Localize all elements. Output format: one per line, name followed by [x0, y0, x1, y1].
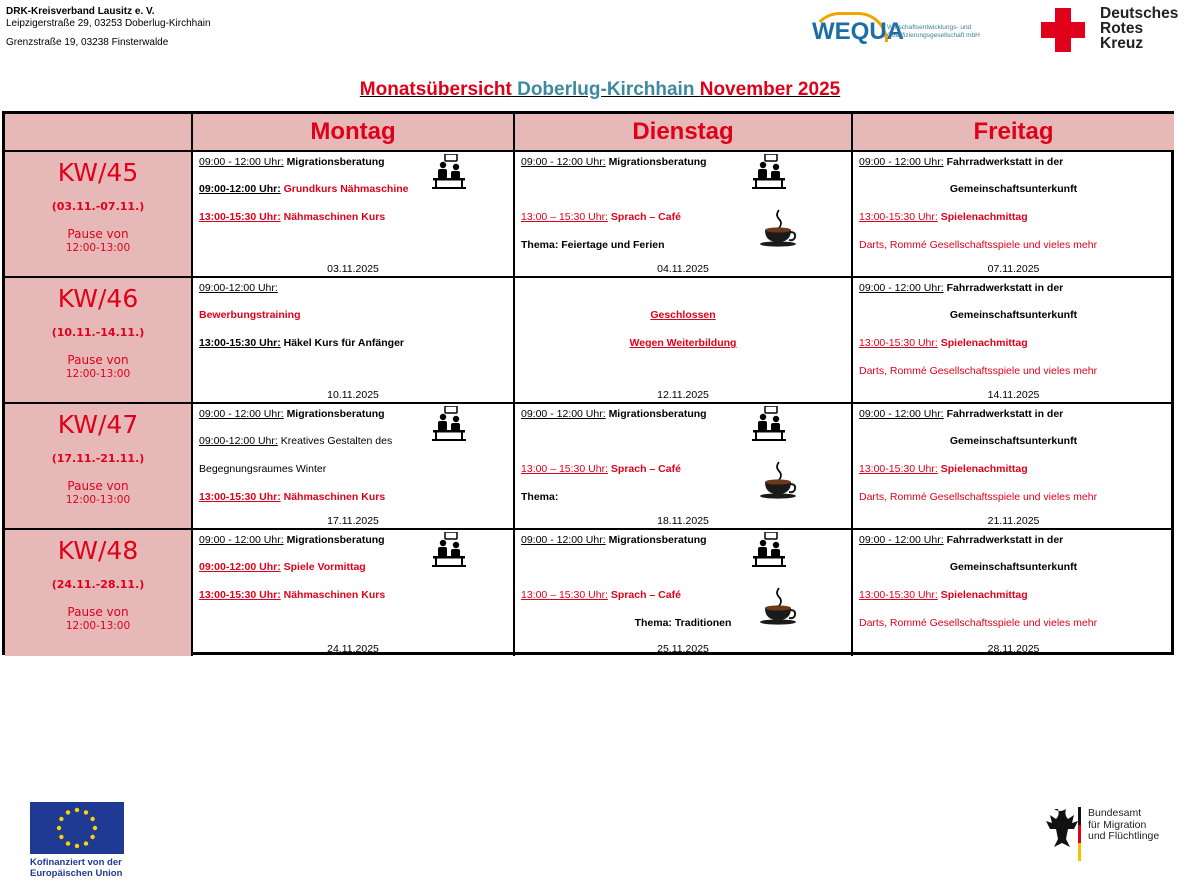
eu-flag-icon	[30, 802, 124, 854]
bamf-logo-text	[1088, 808, 1159, 843]
schedule-line	[199, 282, 507, 295]
page-title	[0, 78, 1200, 102]
closed-notice: Wegen Weiterbildung	[629, 337, 737, 349]
header-corner	[5, 114, 193, 152]
eu-text-line-1: Kofinanziert von der	[30, 857, 122, 868]
pause-label: Pause von	[67, 227, 129, 241]
week-number: KW/46	[57, 284, 139, 313]
eu-text-line-2: Europäischen Union	[30, 868, 123, 879]
coffee-cup-icon	[759, 460, 799, 500]
consultation-icon	[431, 154, 467, 190]
schedule-line	[859, 239, 1168, 252]
schedule-line	[859, 534, 1168, 547]
time-range: 09:00 - 12:00 Uhr:	[859, 408, 944, 420]
cell-date: 14.11.2025	[987, 389, 1040, 401]
consultation-icon	[751, 154, 787, 190]
activity-name: Sprach – Café	[610, 211, 681, 223]
pause-label: Pause von	[67, 479, 129, 493]
pause-label: Pause von	[67, 605, 129, 619]
activity-name: Sprach – Café	[610, 463, 681, 475]
column-header-dienstag: Dienstag	[515, 114, 853, 152]
eu-cofinanced-text	[30, 857, 122, 879]
time-range: 09:00-12:00 Uhr:	[199, 435, 278, 447]
activity-name: Thema: Traditionen	[634, 617, 732, 629]
schedule-line	[859, 282, 1168, 295]
activity-name: Migrationsberatung	[286, 534, 385, 546]
time-range: 09:00 - 12:00 Uhr:	[859, 282, 944, 294]
schedule-line	[521, 534, 845, 547]
activity-name: Spielenachmittag	[940, 337, 1028, 349]
activity-name: Fahrradwerkstatt in der	[946, 534, 1064, 546]
activity-name: Bewerbungstraining	[199, 309, 301, 321]
time-range: 09:00 - 12:00 Uhr:	[199, 156, 284, 168]
day-cell-freitag	[853, 278, 1174, 404]
activity-name: Fahrradwerkstatt in der	[946, 408, 1064, 420]
time-range: 09:00 - 12:00 Uhr:	[199, 408, 284, 420]
activity-name: Fahrradwerkstatt in der	[946, 156, 1064, 168]
schedule-line	[859, 211, 1168, 224]
title-location: Doberlug-Kirchhain	[517, 79, 695, 100]
activity-name: Nähmaschinen Kurs	[283, 589, 386, 601]
consultation-icon	[751, 406, 787, 442]
title-month: November 2025	[699, 79, 841, 100]
coffee-cup-icon	[759, 208, 799, 248]
pause-time: 12:00-13:00	[65, 242, 131, 254]
activity-name: Häkel Kurs für Anfänger	[283, 337, 405, 349]
time-range: 09:00 - 12:00 Uhr:	[199, 534, 284, 546]
title-part-1: Monatsübersicht	[359, 79, 512, 100]
activity-name: Darts, Rommé Gesellschaftsspiele und vieles mehr	[859, 617, 1098, 629]
address-line-2: Grenzstraße 19, 03238 Finsterwalde	[6, 37, 169, 48]
eu-star-icon	[59, 817, 63, 821]
week-cell	[5, 530, 193, 656]
week-cell	[5, 152, 193, 278]
activity-name: Grundkurs Nähmaschine	[283, 183, 409, 195]
eu-star-icon	[93, 826, 97, 830]
wequa-logo	[812, 16, 992, 50]
activity-name: Spielenachmittag	[940, 589, 1028, 601]
schedule-line	[859, 156, 1168, 169]
cell-date: 12.11.2025	[657, 389, 709, 401]
pause-time: 12:00-13:00	[65, 494, 131, 506]
cell-date: 24.11.2025	[327, 643, 379, 655]
drk-logo-line-3: Kreuz	[1100, 35, 1144, 52]
eu-star-icon	[59, 835, 63, 839]
activity-name: Spielenachmittag	[940, 211, 1028, 223]
drk-logo-line-1: Deutsches	[1100, 5, 1179, 22]
org-name: DRK-Kreisverband Lausitz e. V.	[6, 6, 155, 17]
week-date-range: (17.11.-21.11.)	[51, 452, 145, 465]
activity-name: Thema: Feiertage und Ferien	[521, 239, 665, 251]
schedule-line	[859, 337, 1168, 350]
activity-name: Gemeinschaftsunterkunft	[949, 309, 1078, 321]
week-cell	[5, 278, 193, 404]
activity-name: Darts, Rommé Gesellschaftsspiele und vieles mehr	[859, 491, 1098, 503]
schedule-line	[859, 617, 1168, 630]
activity-name: Spielenachmittag	[940, 463, 1028, 475]
schedule-line	[859, 365, 1168, 378]
activity-name: Thema:	[521, 491, 559, 503]
cell-date: 18.11.2025	[657, 515, 709, 527]
activity-name: Spiele Vormittag	[283, 561, 366, 573]
schedule-line	[859, 589, 1168, 602]
day-cell-montag	[193, 404, 515, 530]
week-cell	[5, 404, 193, 530]
time-range: 13:00-15:30 Uhr:	[859, 589, 938, 601]
time-range: 09:00 - 12:00 Uhr:	[521, 156, 606, 168]
drk-logo-text	[1100, 6, 1178, 51]
eu-star-icon	[90, 817, 94, 821]
bamf-line-1: Bundesamt	[1088, 807, 1142, 819]
schedule-line	[859, 561, 1168, 574]
schedule-line	[521, 408, 845, 421]
time-range: 13:00-15:30 Uhr:	[859, 211, 938, 223]
time-range: 13:00 – 15:30 Uhr:	[521, 463, 608, 475]
time-range: 13:00-15:30 Uhr:	[859, 463, 938, 475]
time-range: 09:00-12:00 Uhr:	[199, 282, 278, 294]
day-cell-dienstag	[515, 530, 853, 656]
schedule-line	[859, 309, 1168, 322]
wequa-wordmark: WEQUA	[812, 18, 904, 45]
time-range: 09:00-12:00 Uhr:	[199, 183, 281, 195]
schedule-line	[199, 463, 507, 476]
schedule-line	[199, 589, 507, 602]
activity-name: Migrationsberatung	[286, 408, 385, 420]
cell-date: 04.11.2025	[657, 263, 709, 275]
eu-star-icon	[84, 841, 88, 845]
eu-star-icon	[84, 810, 88, 814]
eu-star-icon	[75, 844, 79, 848]
day-cell-dienstag	[515, 404, 853, 530]
day-cell-montag	[193, 278, 515, 404]
time-range: 13:00-15:30 Uhr:	[199, 337, 281, 349]
cell-date: 07.11.2025	[987, 263, 1040, 275]
activity-name: Migrationsberatung	[608, 408, 707, 420]
time-range: 13:00 – 15:30 Uhr:	[521, 211, 608, 223]
schedule-line	[859, 183, 1168, 196]
schedule-line	[521, 309, 845, 322]
week-number: KW/45	[57, 158, 139, 187]
day-cell-dienstag	[515, 278, 853, 404]
pause-label: Pause von	[67, 353, 129, 367]
day-cell-freitag	[853, 530, 1174, 656]
time-range: 13:00-15:30 Uhr:	[199, 491, 281, 503]
eu-star-icon	[66, 810, 70, 814]
schedule-table	[2, 111, 1174, 655]
time-range: 09:00 - 12:00 Uhr:	[521, 408, 606, 420]
consultation-icon	[751, 532, 787, 568]
eu-star-icon	[66, 841, 70, 845]
time-range: 13:00-15:30 Uhr:	[199, 211, 281, 223]
time-range: 13:00-15:30 Uhr:	[859, 337, 938, 349]
activity-name: Darts, Rommé Gesellschaftsspiele und vieles mehr	[859, 365, 1098, 377]
activity-name: Sprach – Café	[610, 589, 681, 601]
week-number: KW/48	[57, 536, 139, 565]
activity-name: Kreatives Gestalten des	[280, 435, 393, 447]
schedule-line	[199, 309, 507, 322]
schedule-line	[199, 211, 507, 224]
week-date-range: (24.11.-28.11.)	[51, 578, 145, 591]
consultation-icon	[431, 532, 467, 568]
activity-name: Darts, Rommé Gesellschaftsspiele und vieles mehr	[859, 239, 1098, 251]
activity-name: Begegnungsraumes Winter	[199, 463, 327, 475]
activity-name: Gemeinschaftsunterkunft	[949, 435, 1078, 447]
time-range: 13:00-15:30 Uhr:	[199, 589, 281, 601]
schedule-line	[859, 491, 1168, 504]
coffee-cup-icon	[759, 586, 799, 626]
time-range: 09:00 - 12:00 Uhr:	[859, 156, 944, 168]
address-line-1: Leipzigerstraße 29, 03253 Doberlug-Kirchhain	[6, 18, 211, 29]
schedule-line	[521, 156, 845, 169]
week-number: KW/47	[57, 410, 139, 439]
consultation-icon	[431, 406, 467, 442]
activity-name: Nähmaschinen Kurs	[283, 211, 386, 223]
column-header-freitag: Freitag	[853, 114, 1174, 152]
activity-name: Migrationsberatung	[286, 156, 385, 168]
cell-date: 10.11.2025	[327, 389, 379, 401]
time-range: 09:00 - 12:00 Uhr:	[859, 534, 944, 546]
wequa-subtitle: Wirtschaftsentwicklungs- und Qualifizierungsgesellschaft mbH	[887, 24, 980, 39]
cell-date: 21.11.2025	[987, 515, 1040, 527]
cell-date: 17.11.2025	[327, 515, 379, 527]
pause-time: 12:00-13:00	[65, 368, 131, 380]
column-header-montag: Montag	[193, 114, 515, 152]
schedule-line	[859, 435, 1168, 448]
week-date-range: (03.11.-07.11.)	[51, 200, 145, 213]
activity-name: Gemeinschaftsunterkunft	[949, 561, 1078, 573]
day-cell-montag	[193, 530, 515, 656]
day-cell-freitag	[853, 152, 1174, 278]
cell-date: 03.11.2025	[327, 263, 379, 275]
week-date-range: (10.11.-14.11.)	[51, 326, 145, 339]
red-cross-icon	[1038, 8, 1088, 52]
schedule-line	[859, 408, 1168, 421]
schedule-line	[859, 463, 1168, 476]
schedule-line	[199, 337, 507, 350]
pause-time: 12:00-13:00	[65, 620, 131, 632]
drk-logo-line-2: Rotes	[1100, 20, 1144, 37]
activity-name: Fahrradwerkstatt in der	[946, 282, 1064, 294]
schedule-line	[199, 491, 507, 504]
cell-date: 28.11.2025	[987, 643, 1040, 655]
activity-name: Migrationsberatung	[608, 156, 707, 168]
activity-name: Gemeinschaftsunterkunft	[949, 183, 1078, 195]
bamf-line-3: und Flüchtlinge	[1088, 830, 1160, 842]
closed-notice: Geschlossen	[650, 309, 716, 321]
activity-name: Nähmaschinen Kurs	[283, 491, 386, 503]
day-cell-montag	[193, 152, 515, 278]
eu-star-icon	[90, 835, 94, 839]
time-range: 09:00-12:00 Uhr:	[199, 561, 281, 573]
eu-star-icon	[75, 808, 79, 812]
schedule-line	[521, 337, 845, 350]
bamf-line-2: für Migration	[1088, 818, 1147, 831]
eu-star-icon	[57, 826, 61, 830]
day-cell-dienstag	[515, 152, 853, 278]
time-range: 09:00 - 12:00 Uhr:	[521, 534, 606, 546]
activity-name: Migrationsberatung	[608, 534, 707, 546]
day-cell-freitag	[853, 404, 1174, 530]
cell-date: 25.11.2025	[657, 643, 709, 655]
time-range: 13:00 – 15:30 Uhr:	[521, 589, 608, 601]
